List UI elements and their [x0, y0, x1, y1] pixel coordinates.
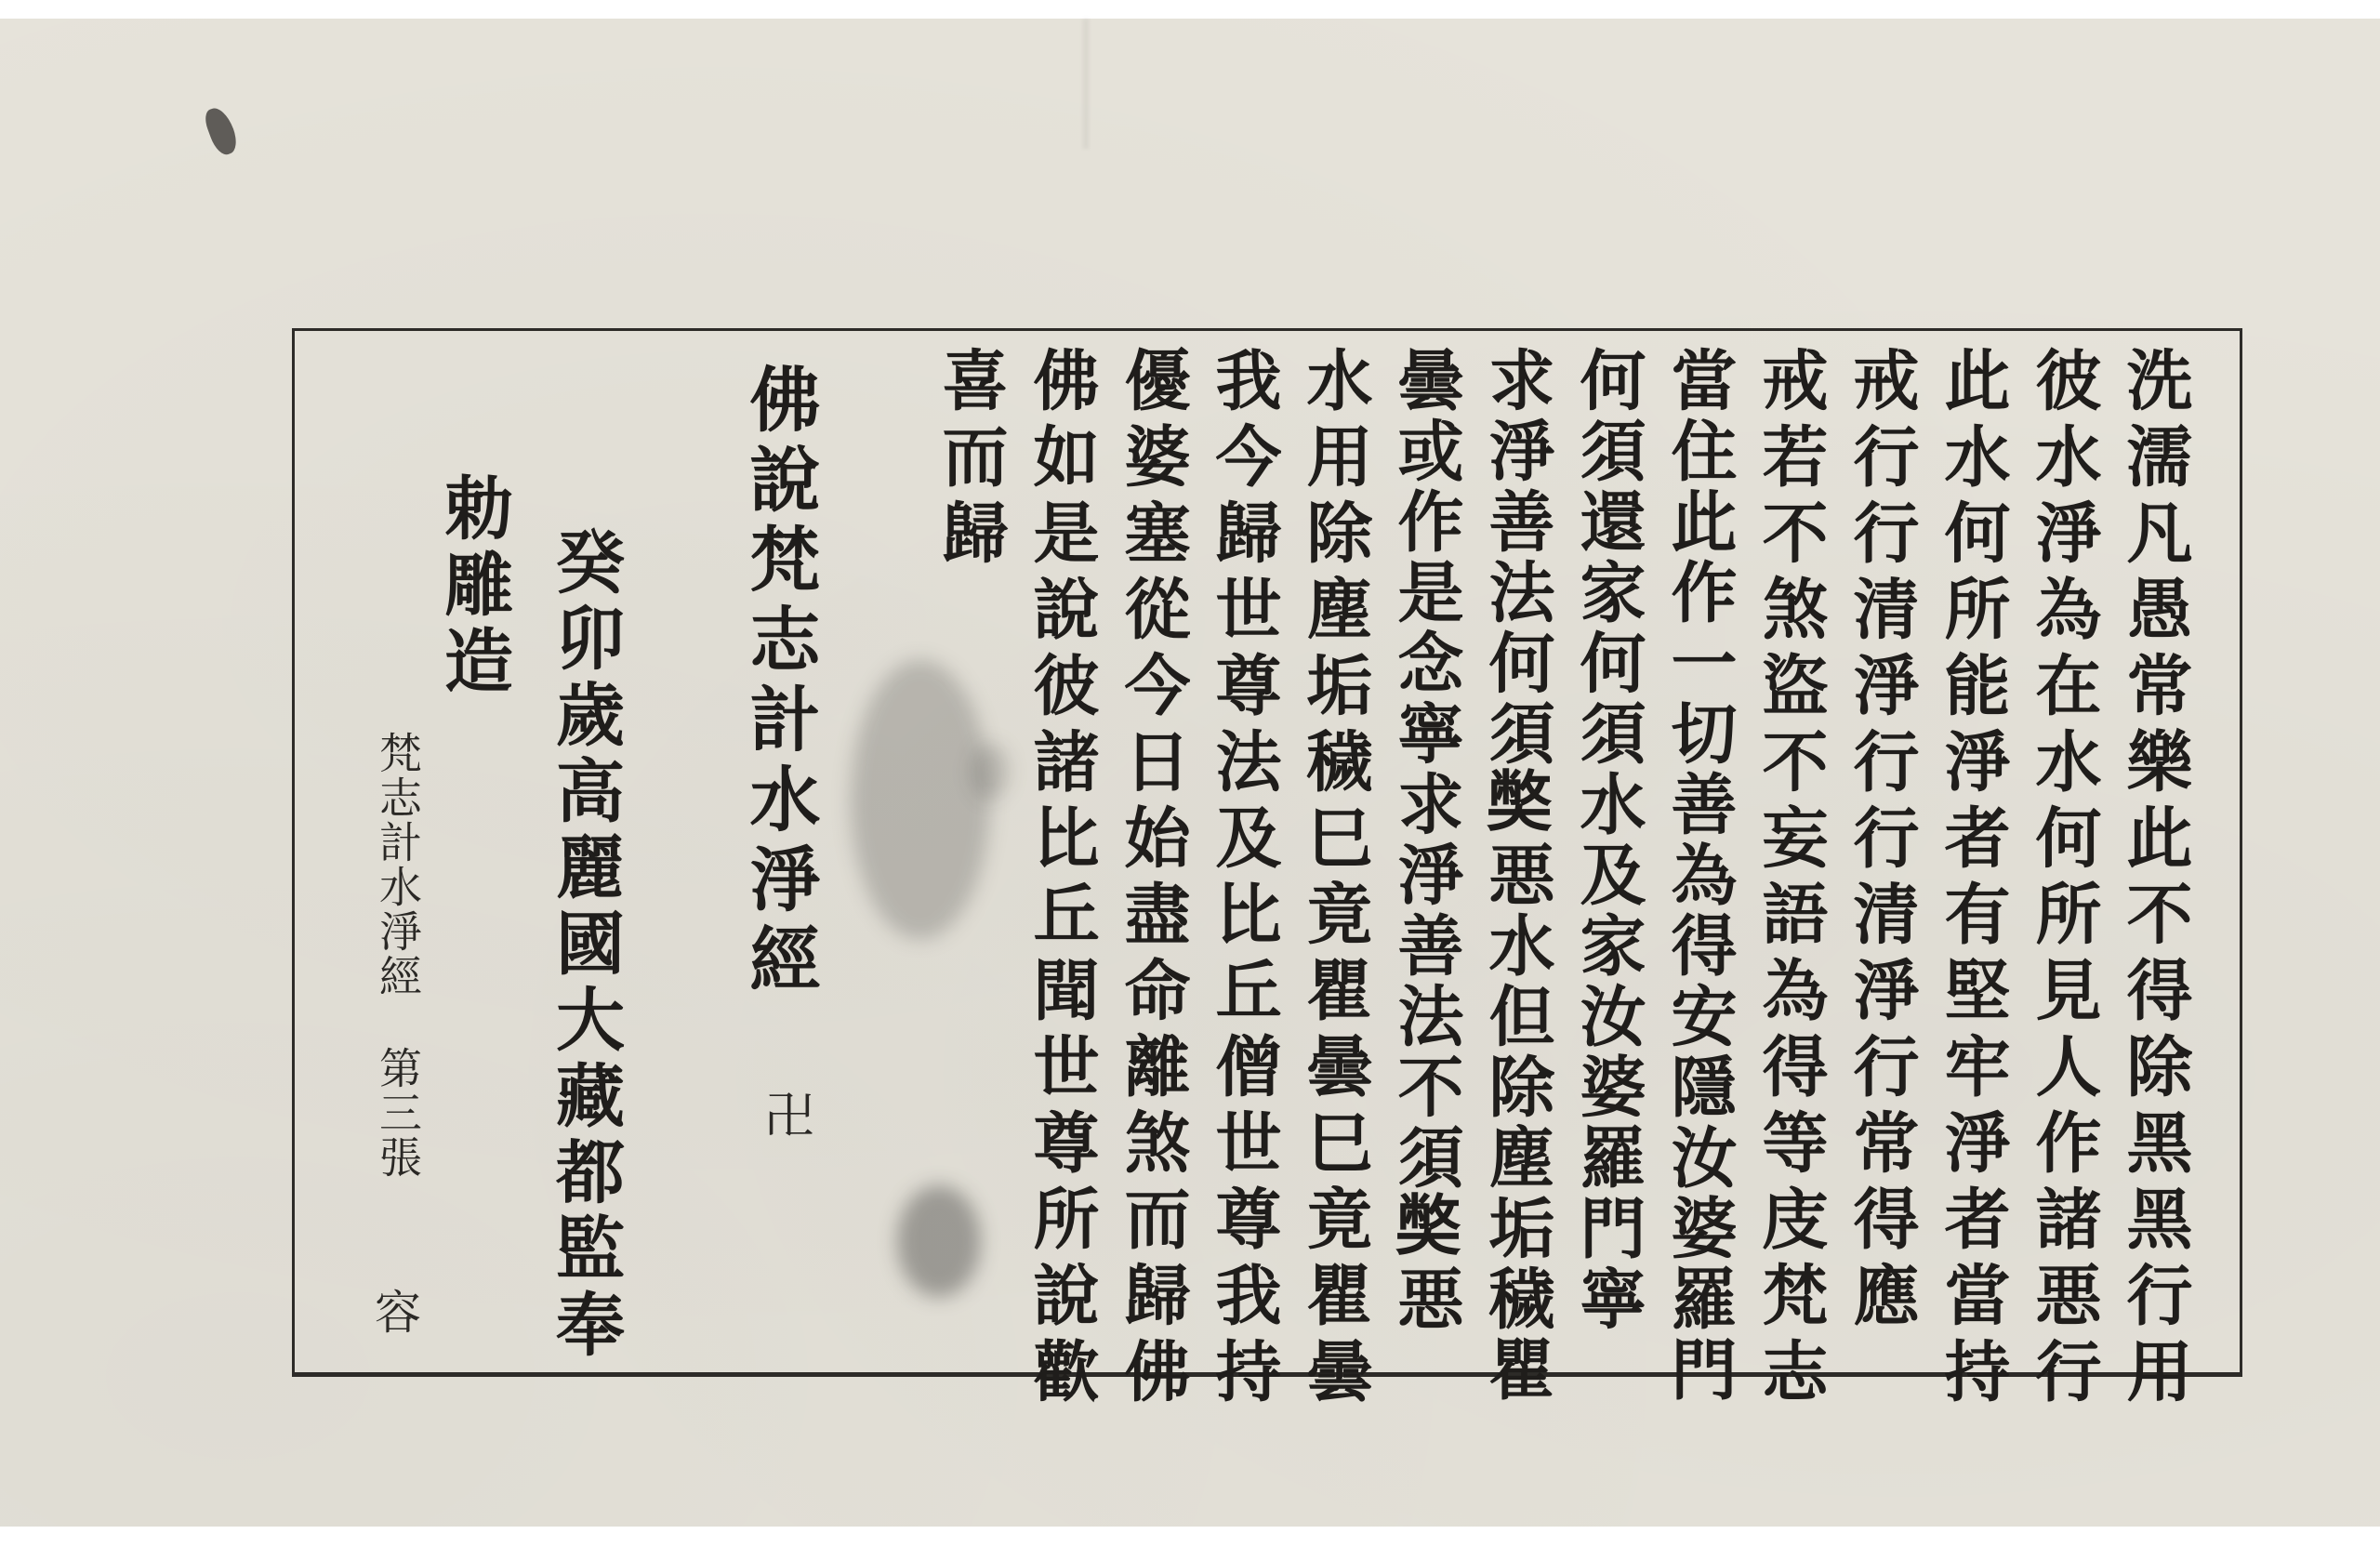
swastika-end-mark: 卍	[764, 1087, 814, 1145]
ink-smudge	[851, 660, 990, 939]
ink-blot	[202, 104, 241, 158]
scanned-page	[0, 19, 2380, 1527]
sutra-title: 佛說梵志計水淨經	[738, 363, 821, 1002]
text-column-3: 此水何所能淨者有堅牢淨者當持	[1934, 346, 2012, 1413]
margin-sheet-number: 第三張	[373, 1046, 423, 1180]
text-column-5: 戒若不煞盜不妄語為得等庋梵志	[1752, 346, 1830, 1413]
colophon-line-1: 癸卯歲高麗國大藏都監奉	[545, 526, 625, 1365]
margin-volume-code: 容	[375, 1286, 421, 1340]
ink-smudge	[972, 744, 1009, 800]
text-column-12: 優婆塞從今日始盡命離煞而歸佛	[1114, 346, 1192, 1413]
text-column-6: 當住此作一切善為得安隱汝婆羅門	[1660, 346, 1739, 1406]
margin-sutra-title: 梵志計水淨經	[373, 731, 423, 998]
text-column-4: 戒行行清淨行行清淨行常得應	[1843, 346, 1921, 1337]
text-column-2: 彼水淨為在水何所見人作諸悪行	[2025, 346, 2103, 1413]
text-column-1: 洗濡凡愚常樂此不得除黑黑行用	[2116, 346, 2194, 1413]
text-column-9: 曇或作是念寧求淨善法不須𡚁悪	[1387, 346, 1465, 1335]
text-column-11: 我今歸世尊法及比丘僧世尊我持	[1205, 346, 1283, 1413]
text-column-7: 何須還家何須水及家汝婆羅門寧	[1569, 346, 1647, 1335]
text-column-14: 喜而歸	[932, 346, 1010, 575]
paper-crease	[1083, 19, 1089, 149]
text-column-10: 水用除塵垢穢巳竟瞿曇巳竟瞿曇	[1296, 346, 1374, 1413]
text-column-13: 佛如是說彼諸比丘聞世尊所說歡	[1023, 346, 1101, 1413]
colophon-line-2: 勅雕造	[433, 472, 513, 701]
text-column-8: 求淨善法何須𡚁悪水但除塵垢穢瞿	[1478, 346, 1556, 1406]
ink-smudge	[897, 1185, 981, 1297]
